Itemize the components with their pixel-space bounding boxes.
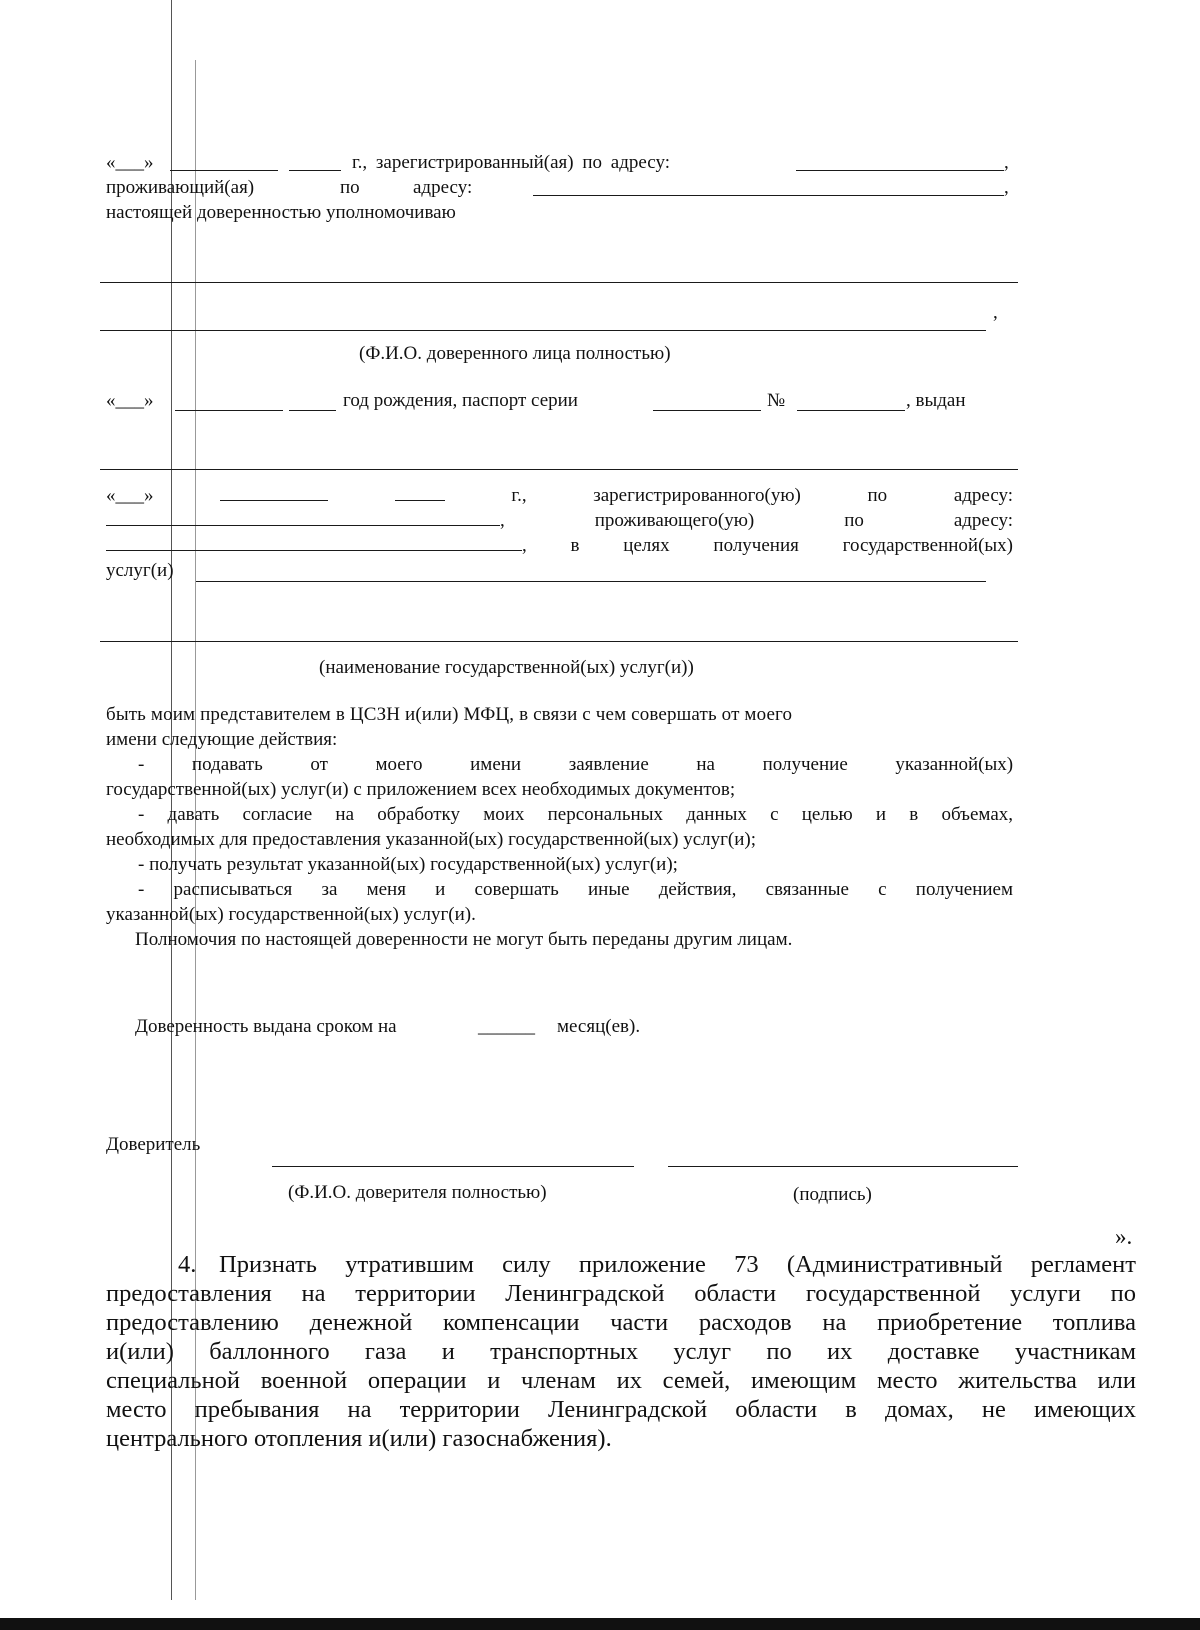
item-4-line-6 bbox=[106, 1395, 1136, 1424]
blank-birth-month bbox=[175, 410, 283, 411]
item-4-number: 4. bbox=[178, 1251, 197, 1278]
comma: , bbox=[993, 302, 998, 323]
blank-services-1 bbox=[196, 581, 986, 582]
reg-year-suffix: г., bbox=[511, 485, 527, 506]
birth-passport-label: год рождения, паспорт серии bbox=[343, 390, 578, 411]
action-sign-line-2: указанной(ых) государственной(ых) услуг(и). bbox=[106, 904, 476, 925]
action-submit-word: указанной(ых) bbox=[895, 754, 1014, 775]
blank-reg-year bbox=[395, 486, 445, 501]
action-submit-word: имени bbox=[470, 754, 522, 775]
closing-quote: ». bbox=[1115, 1224, 1133, 1249]
principal-label: Доверитель bbox=[106, 1134, 201, 1155]
action-consent-text: - давать согласие на обработку моих персональных данных с целью и в объемах, bbox=[138, 804, 1013, 825]
blank-passport-number bbox=[797, 410, 905, 411]
reg-registered: зарегистрированного(ую) bbox=[593, 485, 801, 506]
live-residing: проживающего(ую) bbox=[594, 510, 755, 531]
action-submit-line-2: государственной(ых) услуг(и) с приложением всех необходимых документов; bbox=[106, 779, 736, 800]
caption-trustee-name: (Ф.И.О. доверенного лица полностью) bbox=[359, 343, 671, 364]
passport-number-sign: № bbox=[767, 390, 786, 411]
term-blank: ______ bbox=[478, 1016, 535, 1037]
scan-bottom-edge bbox=[0, 1618, 1200, 1630]
representative-line-1: быть моим представителем в ЦСЗН и(или) МФЦ, в связи с чем совершать от моего bbox=[106, 704, 793, 725]
goal-obtaining: получения bbox=[713, 535, 799, 556]
representative-line-2: имени следующие действия: bbox=[106, 729, 338, 750]
residing-address: адресу: bbox=[413, 177, 473, 198]
item-4-line-3 bbox=[106, 1308, 1136, 1337]
blank-principal-signature bbox=[668, 1166, 1018, 1167]
term-months: месяц(ев). bbox=[557, 1016, 641, 1037]
action-submit-word: получение bbox=[762, 754, 848, 775]
goal-state: государственной(ых) bbox=[842, 535, 1013, 556]
action-submit-word: на bbox=[696, 754, 715, 775]
item-4-text-2: предоставления на территории Ленинградской области государственной услуги по bbox=[106, 1280, 1136, 1307]
reg-po: по bbox=[867, 485, 888, 506]
blank-year bbox=[289, 170, 341, 171]
caption-principal-name: (Ф.И.О. доверителя полностью) bbox=[288, 1182, 547, 1203]
live-po: по bbox=[844, 510, 864, 531]
residing-po: по bbox=[340, 177, 360, 198]
birth-date-quote: «___» bbox=[106, 390, 154, 411]
blank-trustee-name-2 bbox=[100, 330, 986, 331]
live-address: адресу: bbox=[953, 510, 1014, 531]
term-label: Доверенность выдана сроком на bbox=[135, 1016, 397, 1037]
item-4-line-5 bbox=[106, 1366, 1136, 1395]
trustee-residing-line bbox=[106, 508, 1013, 533]
action-submit-word: моего bbox=[375, 754, 423, 775]
blank-reg-month bbox=[220, 486, 328, 501]
action-submit-word: от bbox=[310, 754, 328, 775]
residing-label: проживающий(ая) bbox=[106, 177, 255, 198]
comma: , bbox=[500, 510, 505, 531]
blank-month bbox=[170, 170, 278, 171]
blank-registered-address bbox=[796, 170, 1004, 171]
action-consent-line-1 bbox=[138, 802, 1013, 827]
item-4-text-6: место пребывания на территории Ленинградской области в домах, не имеющих bbox=[106, 1396, 1136, 1423]
blank-birth-year bbox=[289, 410, 336, 411]
action-submit-word: заявление bbox=[568, 754, 649, 775]
trustee-registration-line bbox=[106, 483, 1013, 508]
item-4-text-4: и(или) баллонного газа и транспортных услуг по их доставке участникам bbox=[106, 1338, 1136, 1365]
reg-address: адресу: bbox=[953, 485, 1014, 506]
action-submit-line-1 bbox=[138, 752, 1013, 777]
item-4-text-5: специальной военной операции и членам их семей, имеющим место жительства или bbox=[106, 1367, 1136, 1394]
item-4-line-7: центрального отопления и(или) газоснабжения). bbox=[106, 1425, 612, 1452]
registered-address-label: г., зарегистрированный(ая) по адресу: bbox=[352, 152, 671, 173]
item-4-text-3: предоставлению денежной компенсации части расходов на приобретение топлива bbox=[106, 1309, 1136, 1336]
caption-signature: (подпись) bbox=[793, 1184, 872, 1205]
services-label: услуг(и) bbox=[106, 560, 174, 581]
action-sign-text: - расписываться за меня и совершать иные действия, связанные с получением bbox=[138, 879, 1013, 900]
powers-transfer-note: Полномочия по настоящей доверенности не могут быть переданы другим лицам. bbox=[135, 929, 793, 950]
action-sign-line-1 bbox=[138, 877, 1013, 902]
reg-date-quote: «___» bbox=[106, 485, 154, 506]
date-quote: «___» bbox=[106, 152, 154, 173]
blank-reg-address bbox=[106, 511, 500, 526]
blank-issued-by bbox=[100, 469, 1018, 470]
goal-purpose: целях bbox=[623, 535, 670, 556]
issued-label: , выдан bbox=[906, 390, 966, 411]
comma: , bbox=[1004, 177, 1009, 198]
item-4-line-4 bbox=[106, 1337, 1136, 1366]
authorize-text: настоящей доверенностью уполномочиваю bbox=[106, 202, 456, 223]
blank-principal-name bbox=[272, 1166, 634, 1167]
goal-in: в bbox=[570, 535, 580, 556]
comma: , bbox=[1004, 152, 1009, 173]
action-submit-word: подавать bbox=[191, 754, 263, 775]
item-4-line-1 bbox=[219, 1250, 1136, 1279]
action-receive: - получать результат указанной(ых) государственной(ых) услуг(и); bbox=[138, 854, 678, 875]
item-4-line-2 bbox=[106, 1279, 1136, 1308]
blank-residing-address bbox=[533, 195, 1004, 196]
item-4-text-1: Признать утратившим силу приложение 73 (Административный регламент bbox=[219, 1251, 1136, 1278]
action-consent-line-2: необходимых для предоставления указанной(ых) государственной(ых) услуг(и); bbox=[106, 829, 757, 850]
action-submit-word: - bbox=[138, 754, 145, 775]
comma: , bbox=[522, 535, 527, 556]
blank-passport-series bbox=[653, 410, 761, 411]
blank-live-address bbox=[106, 536, 522, 551]
caption-services: (наименование государственной(ых) услуг(и)) bbox=[319, 657, 694, 678]
purpose-line bbox=[106, 533, 1013, 558]
blank-services-2 bbox=[100, 641, 1018, 642]
blank-trustee-name-1 bbox=[100, 282, 1018, 283]
